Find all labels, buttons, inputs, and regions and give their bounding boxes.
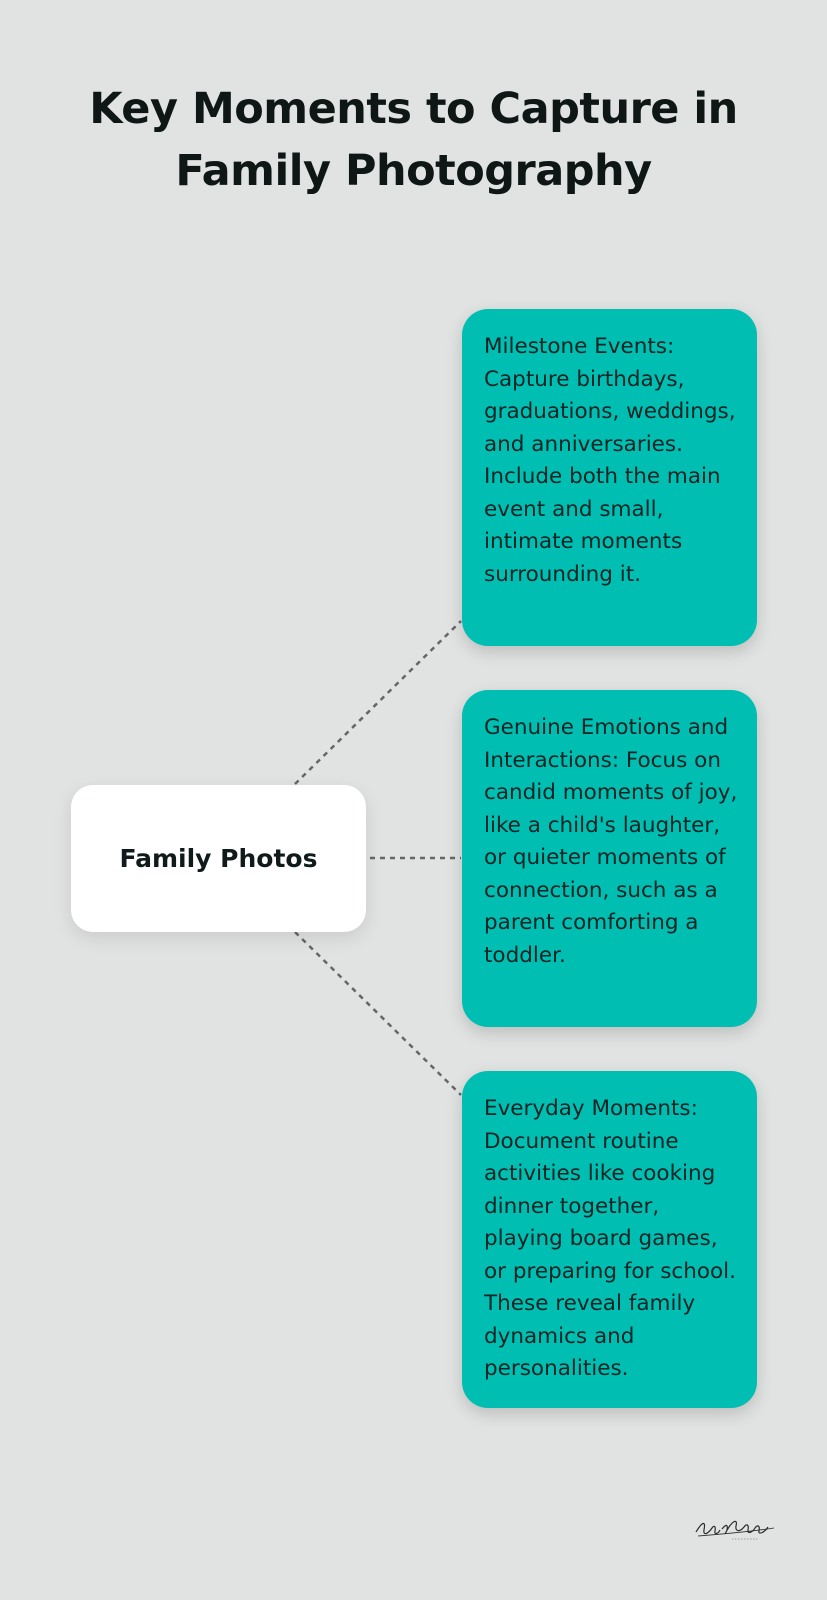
card-text: Genuine Emotions and Interactions: Focus on candid moments of joy, like a child's laughter, or quieter moments of connection, such as a parent comforting a toddler. (484, 715, 738, 968)
card-genuine-emotions (462, 690, 757, 1027)
connector-line-milestone (295, 621, 461, 784)
card-milestone-events (462, 309, 757, 646)
signature-logo (692, 1512, 778, 1544)
center-node-family-photos (71, 785, 366, 932)
connector-line-everyday (295, 932, 461, 1095)
card-everyday-moments (462, 1071, 757, 1408)
card-text: Everyday Moments: Document routine activities like cooking dinner together, playing board games, or preparing for school. These reveal family dynamics and personalities. (484, 1096, 736, 1381)
card-text: Milestone Events: Capture birthdays, graduations, weddings, and anniversaries. Include both the main event and small, intimate moments surrounding it. (484, 334, 736, 587)
center-node-label: Family Photos (119, 844, 318, 873)
page-title: Key Moments to Capture in Family Photography (89, 84, 738, 196)
